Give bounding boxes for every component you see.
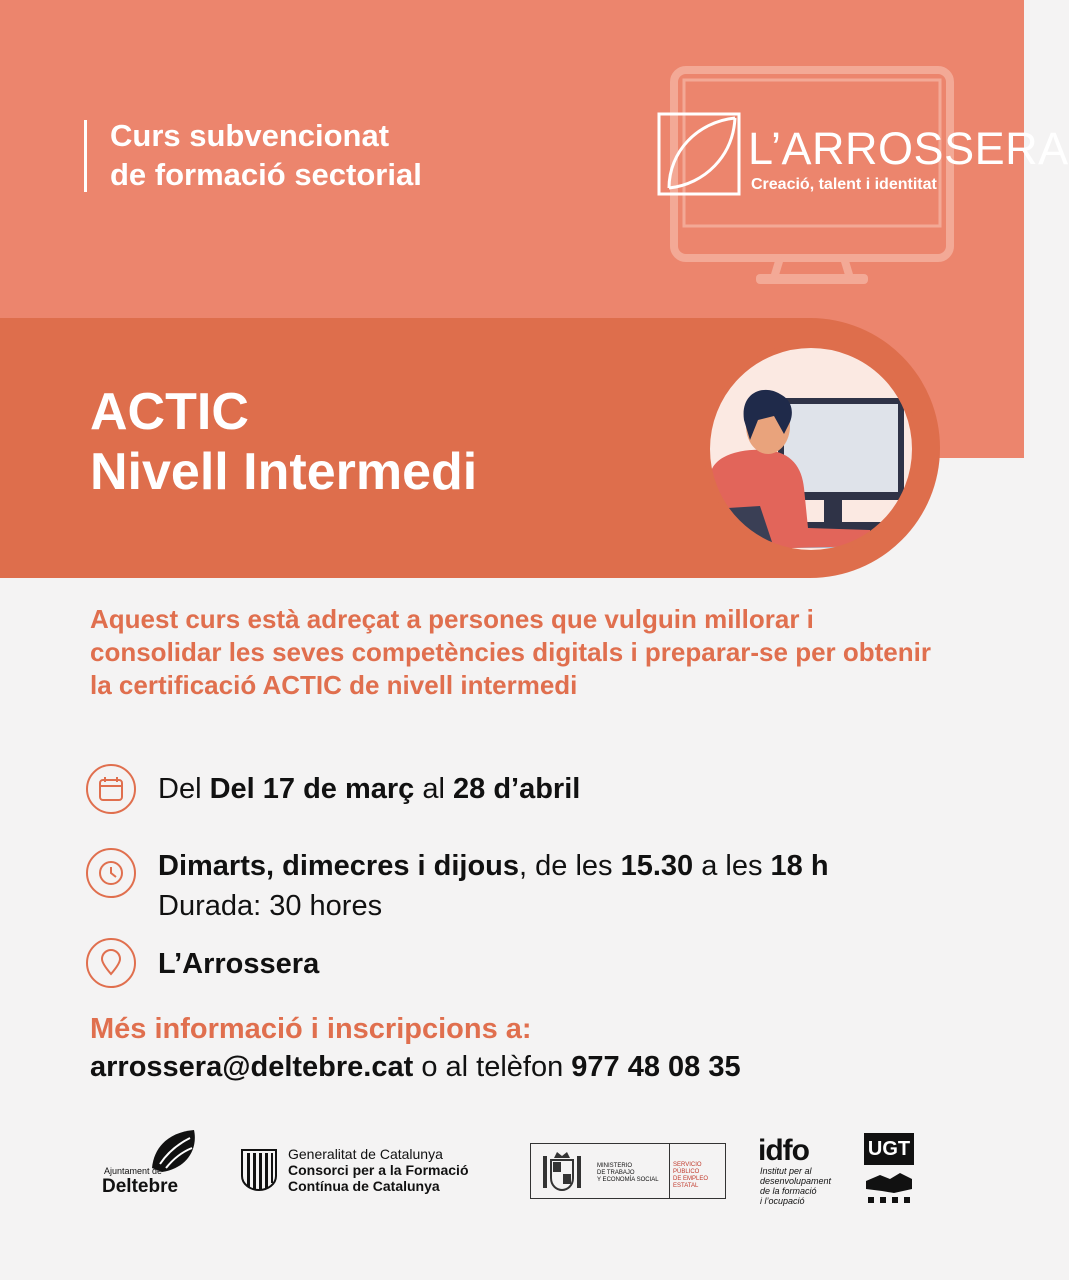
ministerio-line-1: MINISTERIO: [597, 1163, 633, 1169]
schedule-start: 15.30: [620, 850, 694, 882]
dates-middle: al: [414, 773, 453, 805]
schedule-days: Dimarts, dimecres i dijous: [158, 850, 520, 882]
course-location: [158, 946, 319, 982]
deltebre-logo: [100, 1128, 204, 1200]
idfo-logo: [758, 1134, 848, 1206]
contact-middle: o al telèfon: [413, 1051, 572, 1083]
course-schedule: [158, 848, 829, 884]
idfo-name: idfo: [758, 1134, 809, 1167]
idfo-line-3: de la formació: [760, 1186, 817, 1196]
generalitat-line-2: Consorci per a la Formació: [288, 1162, 469, 1178]
location-pin-icon: [86, 938, 136, 988]
calendar-icon: [86, 764, 136, 814]
deltebre-small-text: Ajuntament de: [104, 1166, 163, 1176]
location-name: L’Arrossera: [158, 948, 320, 980]
brand-name: L’ARROSSERA: [748, 123, 1069, 174]
sepe-text: [673, 1162, 725, 1190]
ministerio-sepe-logo: [530, 1143, 726, 1199]
generalitat-logo: [240, 1146, 510, 1196]
contact-title: Més informació i inscripcions a:: [90, 1013, 532, 1045]
logo-divider: [669, 1144, 670, 1198]
idfo-line-4: i l’ocupació: [760, 1196, 805, 1206]
course-duration: Durada: 30 hores: [158, 890, 383, 922]
schedule-end: 18 h: [770, 850, 829, 882]
sepe-line-2: DE EMPLEO ESTATAL: [673, 1176, 709, 1189]
handshake-icon: [864, 1167, 914, 1205]
dates-start: Del 17 de març: [209, 773, 415, 805]
deltebre-name: Deltebre: [102, 1176, 179, 1197]
contact-line: [90, 1051, 741, 1084]
larrossera-leaf-logo-icon: [657, 112, 741, 196]
clock-icon: [86, 848, 136, 898]
ministerio-text: [597, 1163, 659, 1184]
ministerio-line-2: DE TRABAJO: [597, 1170, 635, 1176]
schedule-from-text: , de les: [519, 850, 621, 882]
sepe-line-1: SERVICIO PÚBLICO: [673, 1162, 702, 1175]
tagline-line-1: Curs subvencionat: [110, 118, 390, 153]
course-tagline: [110, 116, 422, 194]
course-dates: [158, 771, 580, 807]
tagline-line-2: de formació sectorial: [110, 157, 422, 192]
course-title-line-2: Nivell Intermedi: [90, 443, 478, 501]
schedule-to-text: a les: [693, 850, 771, 882]
senyera-emblem-icon: [240, 1148, 278, 1192]
ugt-label: UGT: [864, 1133, 914, 1165]
generalitat-line-1: Generalitat de Catalunya: [288, 1146, 443, 1162]
course-description: Aquest curs està adreçat a persones que vulguin millorar i consolidar les seves competències digitals i preparar-se per obtenir la certificació ACTIC de nivell intermedi: [90, 604, 931, 700]
dates-end: 28 d’abril: [453, 773, 581, 805]
tagline-divider: [84, 120, 87, 192]
course-title-line-1: ACTIC: [90, 383, 249, 441]
person-at-computer-illustration: [700, 338, 922, 560]
ministerio-line-3: Y ECONOMÍA SOCIAL: [597, 1177, 659, 1183]
ugt-logo: [864, 1133, 914, 1205]
idfo-tagline: [760, 1166, 831, 1206]
idfo-line-1: Institut per al: [760, 1166, 812, 1176]
idfo-line-2: desenvolupament: [760, 1176, 832, 1186]
dates-prefix: Del: [158, 773, 210, 805]
contact-phone[interactable]: 977 48 08 35: [571, 1051, 741, 1083]
spain-coat-of-arms-icon: [539, 1148, 585, 1194]
brand-subtitle: Creació, talent i identitat: [751, 176, 937, 193]
contact-email-link[interactable]: arrossera@deltebre.cat: [90, 1051, 414, 1083]
course-title: [90, 382, 477, 502]
generalitat-line-3: Contínua de Catalunya: [288, 1178, 440, 1194]
